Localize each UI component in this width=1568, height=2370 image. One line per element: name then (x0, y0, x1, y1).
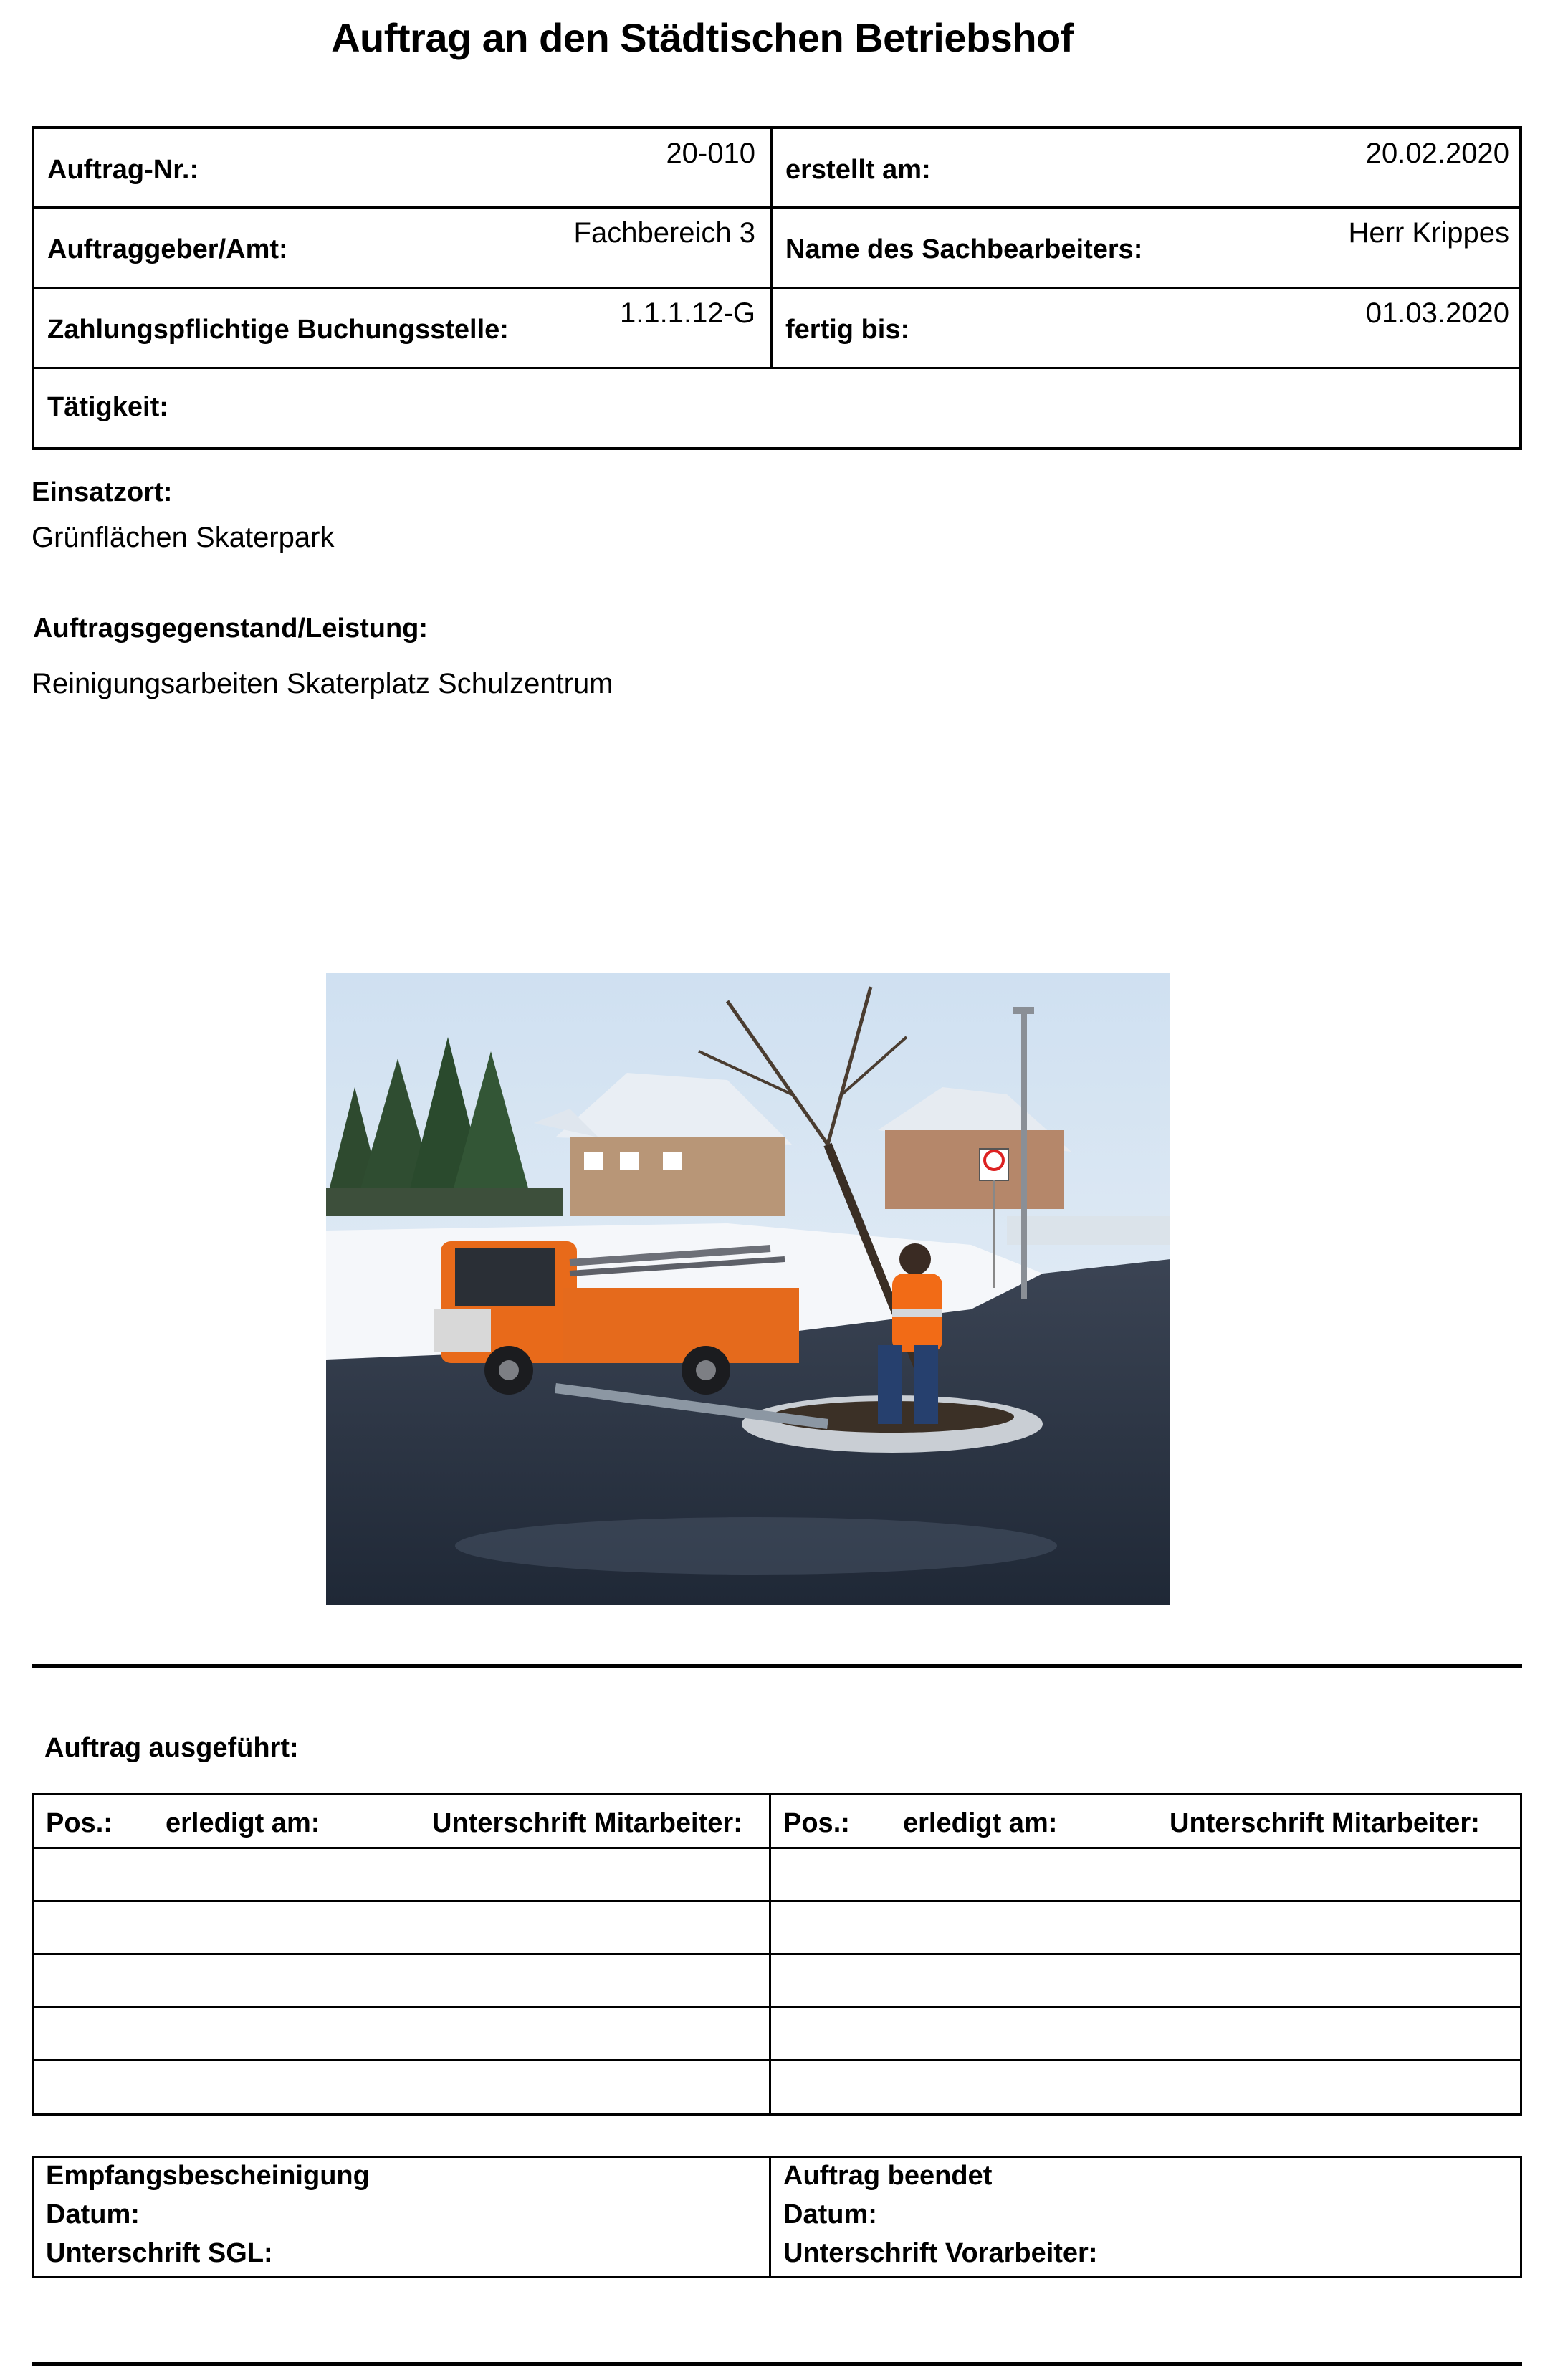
pos-header-left: Pos.: (46, 1808, 113, 1838)
bottom-rule (32, 2362, 1522, 2366)
row-divider (34, 1953, 1520, 1955)
pos-header-right: Pos.: (783, 1808, 850, 1838)
ausgefuehrt-label: Auftrag ausgeführt: (44, 1733, 299, 1763)
execution-table (32, 1793, 1522, 2116)
beendet-title: Auftrag beendet (783, 2161, 993, 2191)
empfang-datum: Datum: (46, 2199, 140, 2230)
erledigt-header-left: erledigt am: (166, 1808, 320, 1838)
beendet-unterschrift: Unterschrift Vorarbeiter: (783, 2238, 1098, 2268)
fertig-label: fertig bis: (785, 315, 910, 345)
auftrag-nr-label: Auftrag-Nr.: (47, 155, 199, 185)
row-divider (34, 2059, 1520, 2061)
auftraggeber-value: Fachbereich 3 (573, 217, 755, 249)
taetigkeit-cell (34, 369, 1519, 448)
empfang-title: Empfangsbescheinigung (46, 2161, 370, 2191)
sachbearbeiter-cell (773, 209, 1519, 286)
page-title: Auftrag an den Städtischen Betriebshof (331, 15, 1074, 60)
work-photo (326, 973, 1170, 1605)
sachbearbeiter-value: Herr Krippes (1348, 217, 1509, 249)
erstellt-value: 20.02.2020 (1365, 138, 1509, 169)
row-divider (34, 2006, 1520, 2008)
auftrag-nr-cell (34, 129, 771, 206)
row-divider (34, 1900, 1520, 1902)
buchungsstelle-label: Zahlungspflichtige Buchungsstelle: (47, 315, 509, 345)
erstellt-label: erstellt am: (785, 155, 931, 185)
auftraggeber-label: Auftraggeber/Amt: (47, 234, 288, 264)
auftrag-nr-value: 20-010 (666, 138, 755, 169)
sachbearbeiter-label: Name des Sachbearbeiters: (785, 234, 1143, 264)
buchungsstelle-value: 1.1.1.12-G (619, 297, 755, 329)
erstellt-cell (773, 129, 1519, 206)
auftraggeber-cell (34, 209, 771, 286)
row-divider (34, 1847, 1520, 1849)
fertig-cell (773, 289, 1519, 366)
unterschrift-header-right: Unterschrift Mitarbeiter: (1170, 1808, 1480, 1838)
einsatzort-label: Einsatzort: (32, 477, 173, 507)
order-header-table (32, 126, 1522, 450)
beendet-datum: Datum: (783, 2199, 877, 2230)
gegenstand-value: Reinigungsarbeiten Skaterplatz Schulzentrum (32, 668, 613, 699)
einsatzort-value: Grünflächen Skaterpark (32, 522, 335, 553)
gegenstand-label: Auftragsgegenstand/Leistung: (33, 613, 429, 644)
erledigt-header-right: erledigt am: (903, 1808, 1058, 1838)
taetigkeit-label: Tätigkeit: (47, 392, 168, 422)
buchungsstelle-cell (34, 289, 771, 366)
fertig-value: 01.03.2020 (1365, 297, 1509, 329)
empfang-unterschrift: Unterschrift SGL: (46, 2238, 273, 2268)
column-divider (769, 2158, 771, 2276)
separator-rule (32, 1664, 1522, 1668)
receipt-box (32, 2156, 1522, 2278)
unterschrift-header-left: Unterschrift Mitarbeiter: (432, 1808, 742, 1838)
